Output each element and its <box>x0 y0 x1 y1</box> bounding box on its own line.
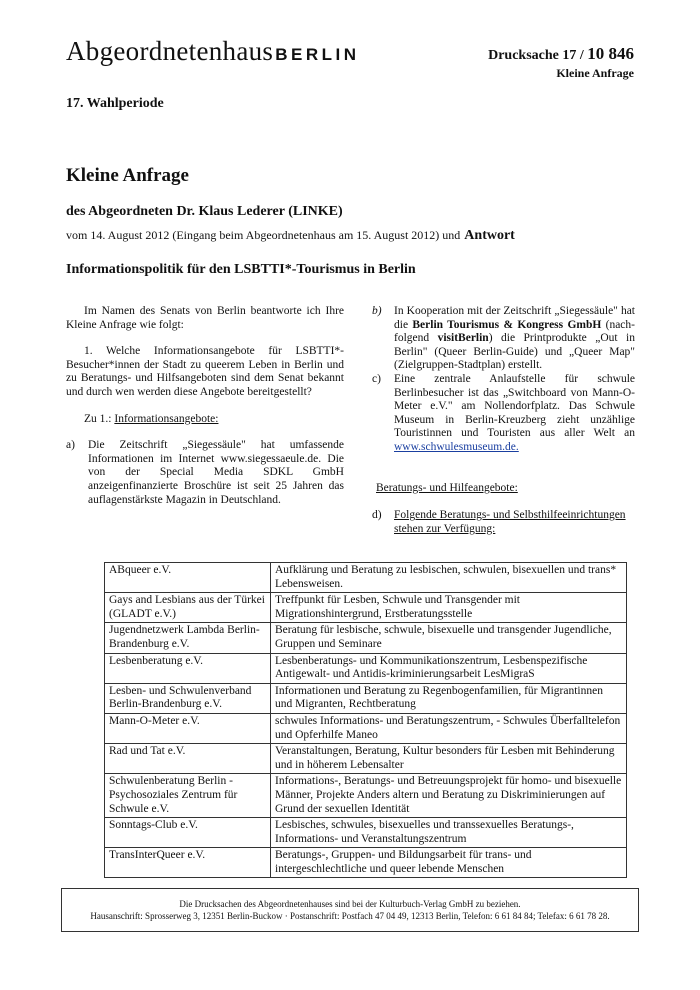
item-text: Folgende Beratungs- und Selbsthilfeeinrichtungen stehen zur Verfügung: <box>394 509 626 535</box>
table-row <box>105 713 627 743</box>
list-item <box>372 509 635 536</box>
table-row <box>105 818 627 848</box>
brand-logo <box>66 36 360 70</box>
brand-city: BERLIN <box>275 45 360 64</box>
org-name-cell: Jugendnetzwerk Lambda Berlin-Brandenburg e.V. <box>105 623 271 653</box>
table-row <box>105 653 627 683</box>
organizations-table <box>104 562 627 878</box>
dates-text: vom 14. August 2012 (Eingang beim Abgeordnetenhaus am 15. August 2012) und <box>66 228 461 242</box>
org-description-cell: Beratungs-, Gruppen- und Bildungsarbeit für trans- und intergeschlechtliche und queer lebende Menschen <box>271 848 627 878</box>
answer-heading-line <box>66 413 344 427</box>
item-b-text-1: In Kooperation mit der Zeitschrift „Siegessäule" hat die <box>394 305 635 331</box>
org-name-cell: TransInterQueer e.V. <box>105 848 271 878</box>
org-name-cell: Rad und Tat e.V. <box>105 744 271 774</box>
item-label: b) <box>372 305 382 317</box>
item-b-brand: visitBerlin <box>437 332 489 345</box>
legislative-period: 17. Wahlperiode <box>66 96 164 111</box>
item-b-company: Berlin Tourismus & Kongress GmbH <box>412 318 602 331</box>
footer-line-2: Hausanschrift: Sprosserweg 3, 12351 Berlin-Buckow · Postanschrift: Postfach 47 04 49, 12313 Berlin, Telefon: 6 61 84 84; Telefax: 6 61 78 28. <box>90 911 610 921</box>
org-name-cell: Mann-O-Meter e.V. <box>105 713 271 743</box>
footer <box>61 888 639 932</box>
advice-heading: Beratungs- und Hilfeangebote: <box>376 481 518 494</box>
org-description-cell: Lesbenberatungs- und Kommunikationszentrum, Lesbenspezifische Antigewalt- und Antidis-kriminierungsarbeit LesMigraS <box>271 653 627 683</box>
answer-heading: Informationsangebote: <box>114 412 219 425</box>
org-name-cell: Sonntags-Club e.V. <box>105 818 271 848</box>
item-text: Die Zeitschrift „Siegessäule" hat umfassende Informationen im Internet www.siegessaeule.de. Die von der Special Media SDKL GmbH anzeigenfinanzierte Broschüre ist seit 25 Jahren das auflagenstärkste Magazin in Deutschland. <box>88 439 344 506</box>
table-row <box>105 593 627 623</box>
table-row <box>105 744 627 774</box>
museum-link[interactable]: www.schwulesmuseum.de. <box>394 440 519 453</box>
item-label: d) <box>372 509 382 522</box>
org-name-cell: Lesbenberatung e.V. <box>105 653 271 683</box>
member-line: des Abgeordneten Dr. Klaus Lederer (LINKE) <box>66 204 343 219</box>
item-label: c) <box>372 372 381 385</box>
org-description-cell: schwules Informations- und Beratungszentrum, - Schwules Überfalltelefon und Opferhilfe Maneo <box>271 713 627 743</box>
right-column <box>372 305 635 536</box>
brand-main: Abgeordnetenhaus <box>66 36 274 66</box>
item-text <box>394 373 635 455</box>
list-item <box>372 373 635 455</box>
table-row <box>105 774 627 818</box>
org-description-cell: Lesbisches, schwules, bisexuelles und transsexuelles Beratungs-, Informations- und Veranstaltungszentrum <box>271 818 627 848</box>
table-row <box>105 683 627 713</box>
answer-prefix: Zu 1.: <box>84 412 115 425</box>
list-item <box>66 439 344 507</box>
org-description-cell: Treffpunkt für Lesben, Schwule und Transgender mit Migrationshintergrund, Erstberatungsstelle <box>271 593 627 623</box>
left-column <box>66 305 344 507</box>
org-name-cell: Lesben- und Schwulenverband Berlin-Brandenburg e.V. <box>105 683 271 713</box>
document-type: Kleine Anfrage <box>556 66 634 80</box>
org-name-cell: Gays and Lesbians aus der Türkei (GLADT e.V.) <box>105 593 271 623</box>
document-number <box>488 44 634 64</box>
item-text <box>394 305 635 373</box>
org-description-cell: Aufklärung und Beratung zu lesbischen, schwulen, bisexuellen und trans* Lebensweisen. <box>271 563 627 593</box>
org-name-cell: Schwulenberatung Berlin - Psychosoziales Zentrum für Schwule e.V. <box>105 774 271 818</box>
docno-number: 10 846 <box>587 44 634 63</box>
item-b-text-3: ) die Printprodukte „Out in Berlin" (Queer Berlin-Guide) und „Queer Map" (Zielgruppen-Stadtplan) erstellt. <box>394 332 635 372</box>
item-b-text-2: (nach-folgend <box>394 318 635 345</box>
table-row <box>105 563 627 593</box>
list-item <box>372 305 635 373</box>
item-label: a) <box>66 439 75 452</box>
dates-line <box>66 228 515 244</box>
item-c-text: Eine zentrale Anlaufstelle für schwule Berlinbesucher ist das „Switchboard von Mann-O-Meter e.V." am Nollendorfplatz. Das Schwule Museum in Berlin-Kreuzberg zieht unzählige Touristinnen und Touristen aus aller Welt an <box>394 372 635 440</box>
page-title: Kleine Anfrage <box>66 165 189 186</box>
org-name-cell: ABqueer e.V. <box>105 563 271 593</box>
intro-paragraph: Im Namen des Senats von Berlin beantworte ich Ihre Kleine Anfrage wie folgt: <box>66 305 344 331</box>
org-description-cell: Informations-, Beratungs- und Betreuungsprojekt für homo- und bisexuelle Männer, Projekte Anders altern und Beratung zu Diskriminierungen auf Grund der sexuellen Identität <box>271 774 627 818</box>
org-description-cell: Veranstaltungen, Beratung, Kultur besonders für Lesben mit Behinderung und in höherem Lebensalter <box>271 744 627 774</box>
answer-label: Antwort <box>464 228 515 243</box>
subject-line: Informationspolitik für den LSBTTI*-Tourismus in Berlin <box>66 262 416 277</box>
question-paragraph: 1. Welche Informationsangebote für LSBTTI*-Besucher*innen der Stadt zu queerem Leben in Berlin und zu Beratungs- und Hilfsangeboten sind dem Senat bekannt und durch wen werden diese Angebote bereitgestellt? <box>66 345 344 398</box>
org-description-cell: Informationen und Beratung zu Regenbogenfamilien, für Migrantinnen und Migranten, Rechtberatung <box>271 683 627 713</box>
docno-prefix: Drucksache 17 / <box>488 48 588 63</box>
table-row <box>105 848 627 878</box>
footer-line-1: Die Drucksachen des Abgeordnetenhauses sind bei der Kulturbuch-Verlag GmbH zu beziehen. <box>179 899 521 909</box>
table-row <box>105 623 627 653</box>
org-description-cell: Beratung für lesbische, schwule, bisexuelle und transgender Jugendliche, Gruppen und Seminare <box>271 623 627 653</box>
